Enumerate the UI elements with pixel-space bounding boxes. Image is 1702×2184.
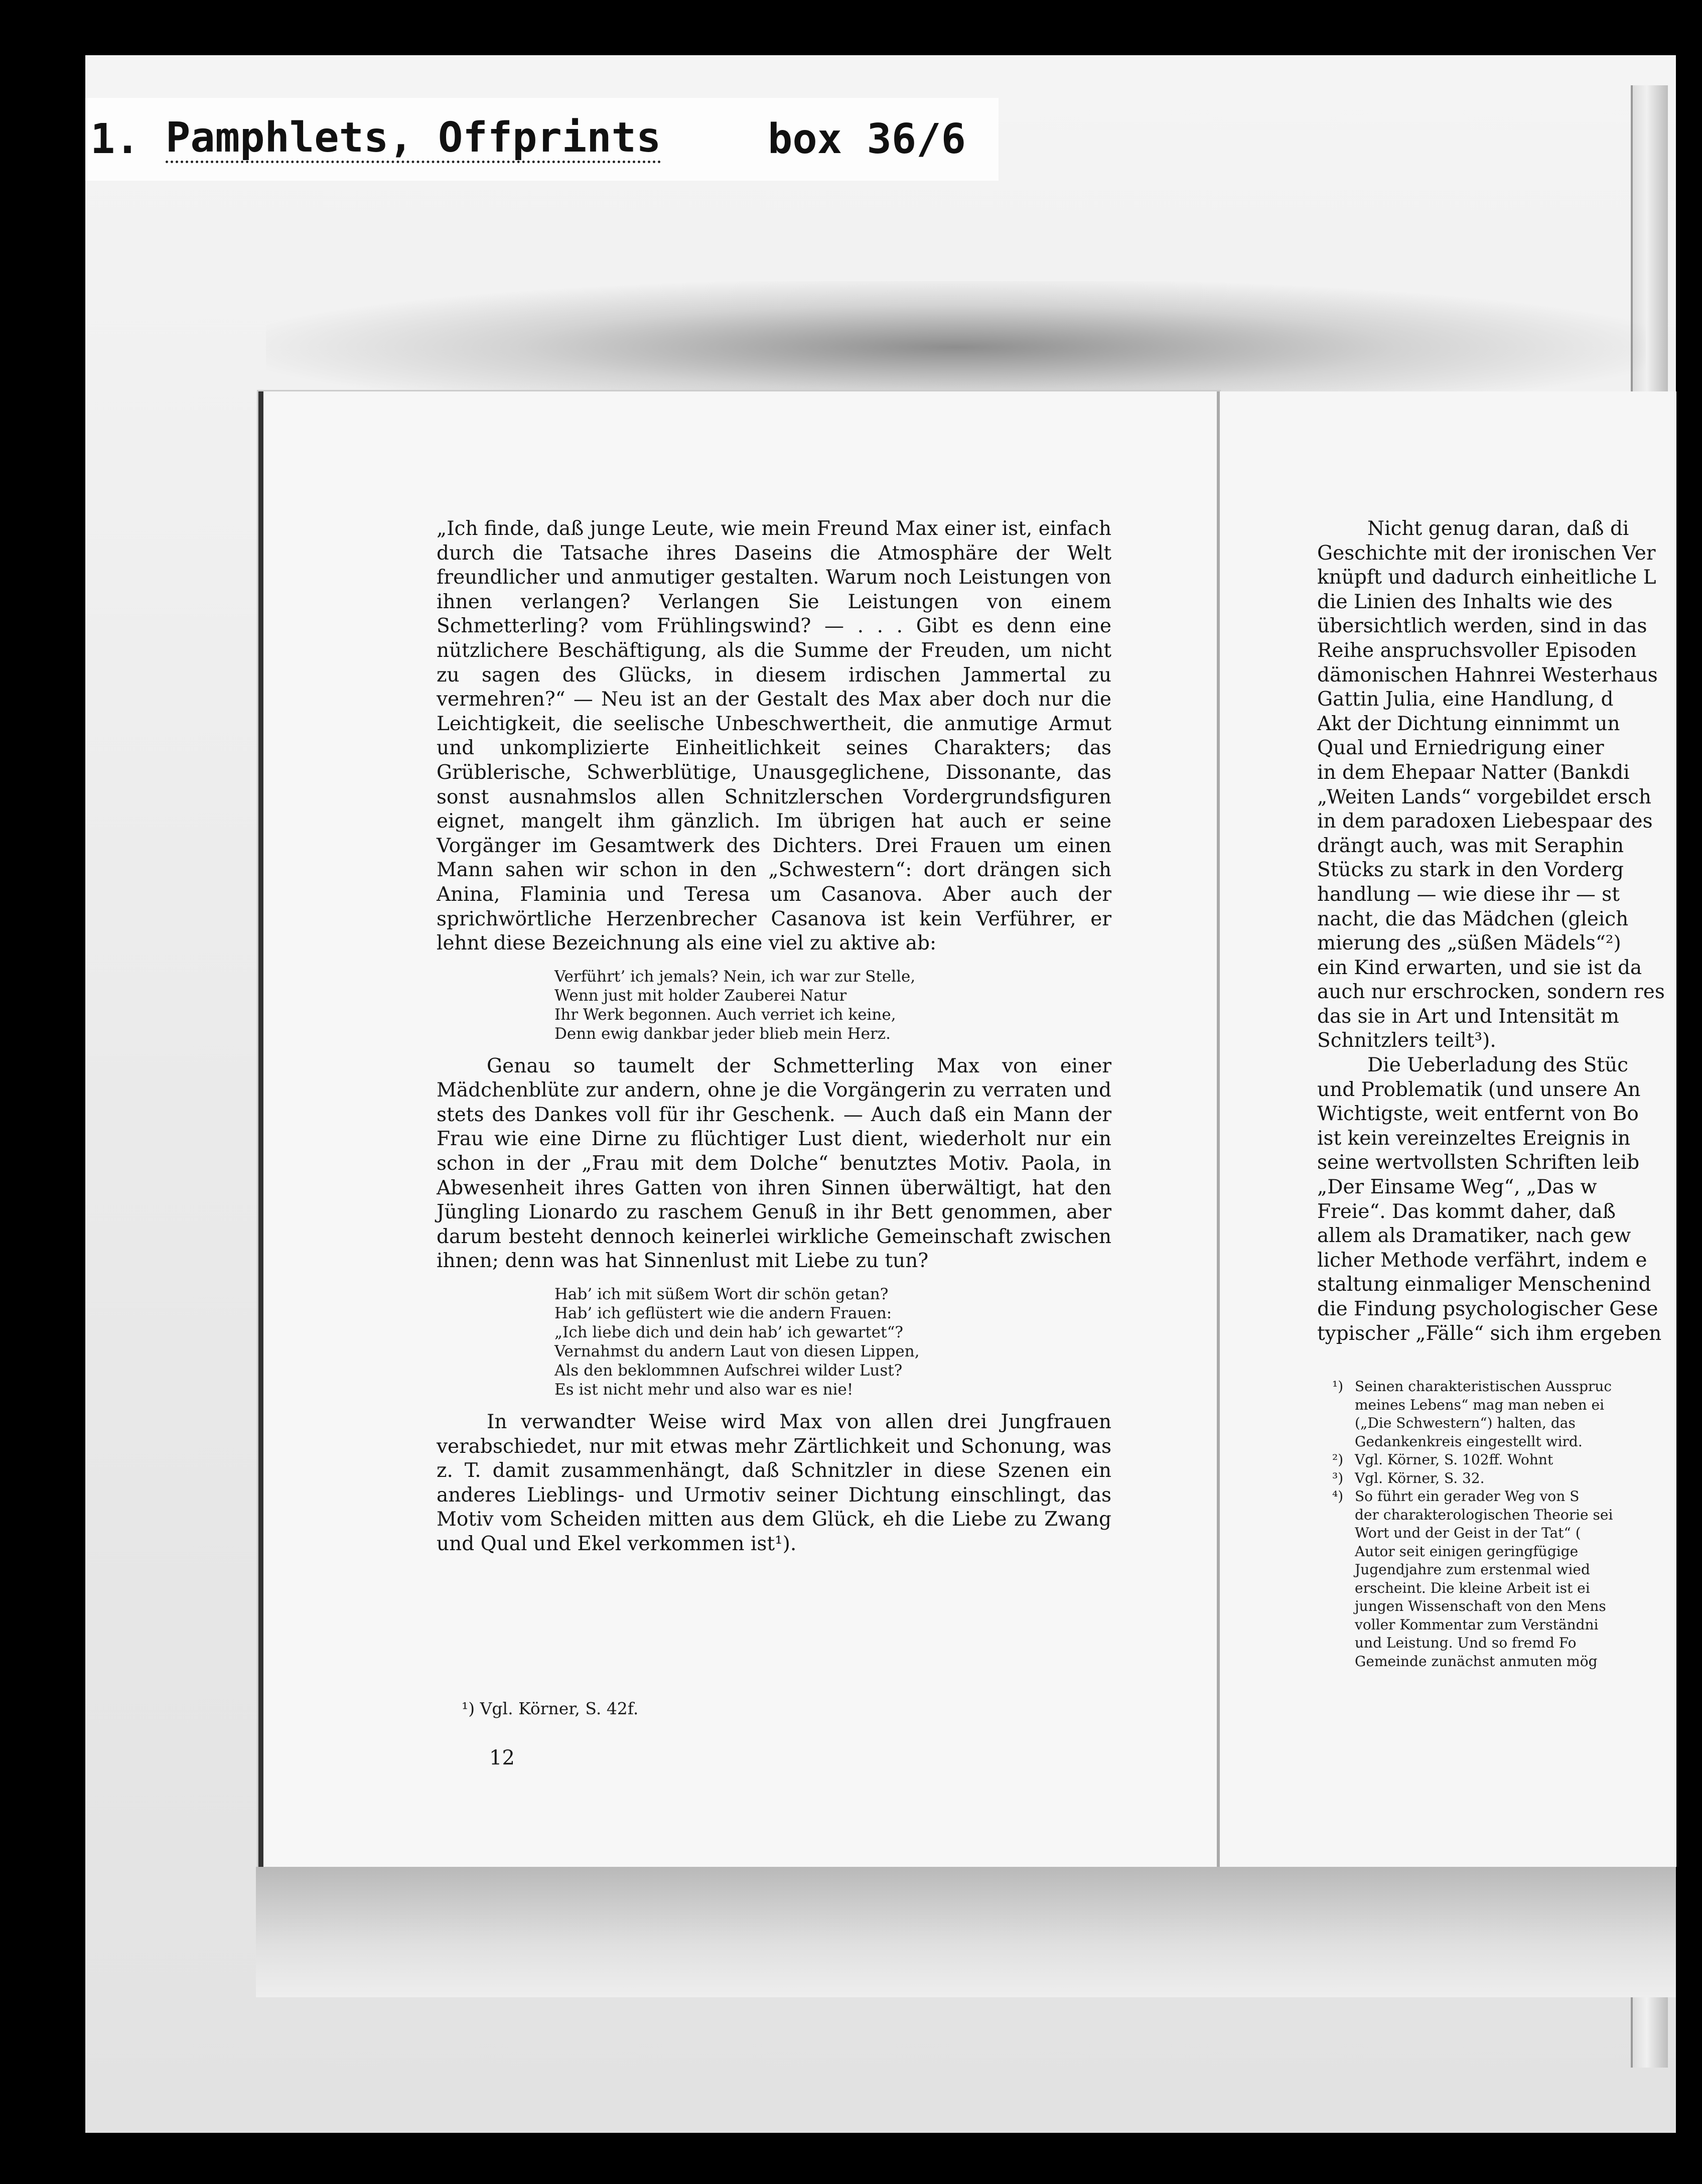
right-page-footnotes [1320,1378,1701,1671]
footnote-line: erscheint. Die kleine Arbeit ist ei [1355,1579,1590,1596]
right-page-text [1317,517,1698,1346]
footnote-line: meines Lebens“ mag man neben ei [1355,1396,1605,1413]
text-line: ein Kind erwarten, und sie ist da [1317,956,1642,979]
footnote-line: Jugendjahre zum erstenmal wied [1355,1561,1590,1578]
text-line: Akt der Dichtung einnimmt un [1317,712,1620,735]
text-line: handlung — wie diese ihr — st [1317,883,1620,906]
text-line: Qual und Erniedrigung einer [1317,737,1604,760]
verse-line: Vernahmst du andern Laut von diesen Lippen, [554,1342,920,1361]
text-line: drängt auch, was mit Seraphin [1317,834,1624,857]
archive-label [85,98,999,181]
text-line: in dem Ehepaar Natter (Bankdi [1317,761,1630,784]
text-line: Freie“. Das kommt daher, daß [1317,1200,1616,1223]
footnote-line: jungen Wissenschaft von den Mens [1355,1598,1606,1614]
text-line: Schnitzlers teilt³). [1317,1029,1496,1052]
label-title: Pamphlets, Offprints [166,115,661,163]
footnote-line: ³) Vgl. Körner, S. 32. [1332,1469,1485,1486]
text-line: und Problematik (und unsere An [1317,1078,1641,1101]
text-line: das sie in Art und Intensität m [1317,1005,1619,1028]
text-line: Stücks zu stark in den Vorderg [1317,859,1624,882]
footnote: ¹) Vgl. Körner, S. 42f. [462,1699,639,1718]
text-line: staltung einmaliger Menschenind [1317,1273,1651,1296]
text-line: die Findung psychologischer Gese [1317,1298,1658,1320]
text-line: Die Ueberladung des Stüc [1367,1054,1628,1077]
text-line: mierung des „süßen Mädels“²) [1317,932,1621,955]
paragraph-3: In verwandter Weise wird Max von allen drei Jungfrauen verabschiedet, nur mit etwas mehr Zärtlichkeit und Schonung, was z. T. damit zusammenhängt, daß Schnitzler in diese Szenen ein anderes Lieblings- und Urmotiv seiner Dichtung einschlingt, das Motiv vom Scheiden mitten aus dem Glück, eh die Liebe zu Zwang und Qual und Ekel verkommen ist¹). [437,1411,1111,1555]
text-line: ist kein vereinzeltes Ereignis in [1317,1127,1631,1150]
text-line: seine wertvollsten Schriften leib [1317,1151,1640,1174]
footnote-line: der charakterologischen Theorie sei [1355,1506,1613,1523]
text-line: Geschichte mit der ironischen Ver [1317,541,1656,565]
verse-line: Denn ewig dankbar jeder blieb mein Herz. [554,1024,891,1043]
paragraph-1: „Ich finde, daß junge Leute, wie mein Freund Max einer ist, einfach durch die Tatsache ihres Daseins die Atmosphäre der Welt freundlicher und anmutiger gestalten. Warum noch Leistungen von ihnen verlangen? Verlangen Sie Leistungen von einem Schmetterling? vom Frühlingswind? — . . . Gibt es denn eine nützlichere Beschäftigung, als die Summe der Freuden, um nicht zu sagen des Glücks, in diesem irdischen Jammertal zu vermehren?“ — Neu ist an der Gestalt des Max aber doch nur die Leichtigkeit, die seelische Unbeschwertheit, die anmutige Armut und unkomplizierte Einheitlichkeit seines Charakters; das Grüblerische, Schwerblütige, Unausgeglichene, Dissonante, das sonst ausnahmslos allen Schnitzlerschen Vordergrundsfiguren eignet, mangelt ihm gänzlich. Im übrigen hat auch er seine Vorgänger im Gesamtwerk des Dichters. Drei Frauen um einen Mann sahen wir schon in den „Schwestern“: dort drängen sich Anina, Flaminia und Teresa um Casanova. Aber auch der sprichwörtliche Herzenbrecher Casanova ist kein Verführer, er lehnt diese Bezeichnung als eine viel zu aktive ab: [437,517,1111,955]
footnote-line: Gedankenkreis eingestellt wird. [1355,1433,1583,1450]
verse-quote-1 [554,967,1111,1043]
page-number: 12 [489,1746,515,1769]
verse-quote-2 [554,1285,1111,1399]
text-line: übersichtlich werden, sind in das [1317,615,1647,638]
verse-line: „Ich liebe dich und dein hab’ ich gewartet“? [554,1323,904,1342]
verse-line: Als den beklommnen Aufschrei wilder Lust? [554,1361,903,1380]
verse-line: Hab’ ich geflüstert wie die andern Frauen: [554,1304,892,1323]
paragraph-2: Genau so taumelt der Schmetterling Max von einer Mädchenblüte zur andern, ohne je die Vorgängerin zu verraten und stets des Dankes voll für ihr Geschenk. — Auch daß ein Mann der Frau wie eine Dirne zu flüchtiger Lust dient, wiederholt nur ein schon in der „Frau mit dem Dolche“ benutztes Motiv. Paola, in Abwesenheit ihres Gatten von ihren Sinnen überwältigt, hat den Jüngling Lionardo zu raschem Genuß in ihr Bett genommen, aber darum besteht dennoch keinerlei wirkliche Gemeinschaft zwischen ihnen; denn was hat Sinnenlust mit Liebe zu tun? [437,1054,1111,1273]
text-line: auch nur erschrocken, sondern res [1317,981,1665,1004]
scan-smudge [266,281,1646,391]
text-line: Reihe anspruchsvoller Episoden [1317,639,1637,662]
text-line: die Linien des Inhalts wie des [1317,590,1613,613]
lower-shadow [256,1867,1676,1997]
left-page-text [437,517,1111,1557]
label-number: 1. [90,115,140,163]
text-line: Wichtigste, weit entfernt von Bo [1317,1103,1639,1126]
text-line: „Der Einsame Weg“, „Das w [1317,1176,1597,1199]
text-line: in dem paradoxen Liebespaar des [1317,810,1653,833]
text-line: Nicht genug daran, daß di [1367,517,1629,540]
footnote-line: ²) Vgl. Körner, S. 102ff. Wohnt [1332,1451,1553,1468]
verse-line: Wenn just mit holder Zauberei Natur [554,986,847,1005]
verse-line: Es ist nicht mehr und also war es nie! [554,1381,854,1399]
label-box: box 36/6 [768,115,966,163]
footnote-line: („Die Schwestern“) halten, das [1355,1415,1576,1431]
text-line: dämonischen Hahnrei Westerhaus [1317,663,1658,687]
footnote-line: Gemeinde zunächst anmuten mög [1355,1653,1598,1670]
text-line: allem als Dramatiker, nach gew [1317,1224,1631,1248]
text-line: knüpft und dadurch einheitliche L [1317,566,1656,589]
text-line: typischer „Fälle“ sich ihm ergeben [1317,1322,1662,1345]
text-line: Gattin Julia, eine Handlung, d [1317,688,1614,711]
verse-line: Hab’ ich mit süßem Wort dir schön getan? [554,1285,889,1304]
footnote-line: voller Kommentar zum Verständni [1355,1616,1599,1633]
text-line: nacht, die das Mädchen (gleich [1317,907,1629,930]
footnote-line: Wort und der Geist in der Tat“ ( [1355,1525,1581,1541]
verse-line: Verführt’ ich jemals? Nein, ich war zur Stelle, [554,967,916,986]
footnote-line: ⁴) So führt ein gerader Weg von S [1332,1488,1580,1505]
footnote-line: Autor seit einigen geringfügige [1355,1543,1579,1560]
text-line: licher Methode verfährt, indem e [1317,1249,1647,1272]
footnote-line: und Leistung. Und so fremd Fo [1355,1634,1577,1651]
footnote-line: ¹) Seinen charakteristischen Ausspruc [1332,1378,1612,1395]
text-line: „Weiten Lands“ vorgebildet ersch [1317,785,1652,808]
verse-line: Ihr Werk begonnen. Auch verriet ich keine, [554,1005,896,1024]
